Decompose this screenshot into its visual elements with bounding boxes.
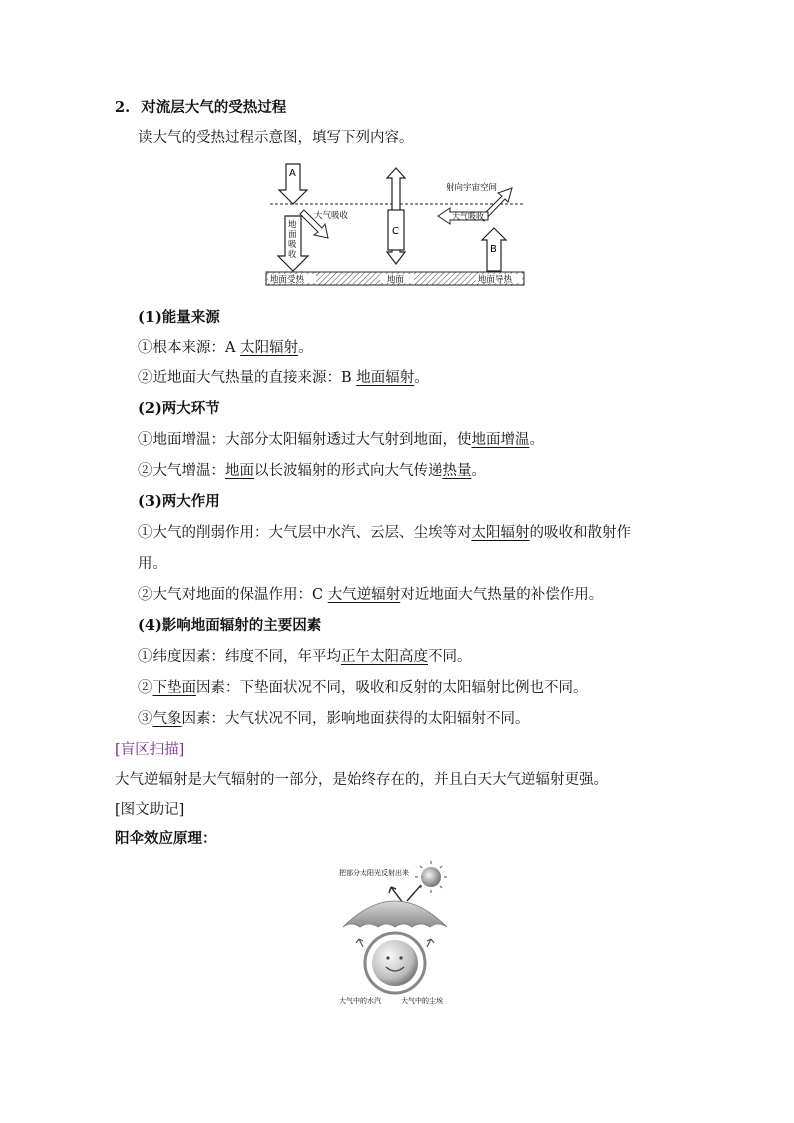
line3-end: 。: [529, 432, 544, 448]
ground-absorb-char-2: 面: [288, 230, 297, 240]
answer-ground: 地面: [225, 463, 254, 479]
atm-absorb-left-label: 大气吸收: [314, 211, 349, 221]
line-insulation-effect: [138, 585, 603, 605]
line2-text: ②近地面大气热量的直接来源：B: [138, 370, 357, 386]
heading-two-links: (2)两大环节: [138, 400, 220, 417]
umbrella-icon: [343, 901, 447, 927]
answer-solar-radiation-2: 太阳辐射: [471, 525, 530, 541]
line-weather-factor: [138, 709, 530, 729]
mnemonic-tag: [图文助记]: [115, 802, 185, 818]
line-weakening-cont: 用。: [138, 556, 167, 572]
line7-end: 不同。: [428, 649, 472, 665]
line8-end: 因素：下垫面状况不同，吸收和反射的太阳辐射比例也不同。: [196, 680, 588, 696]
line3-text: ①地面增温：大部分太阳辐射透过大气射到地面，使: [138, 432, 472, 448]
line4-mid: 以长波辐射的形式向大气传递: [254, 463, 443, 479]
line9-text: ③: [138, 711, 153, 727]
section-heading: [115, 98, 286, 118]
ground-heat-label: 地面受热: [270, 275, 305, 285]
line4-end: 。: [471, 463, 486, 479]
answer-counter-radiation: 大气逆辐射: [327, 587, 401, 603]
heading-energy-source: (1)能量来源: [138, 309, 220, 326]
section-title: 对流层大气的受热过程: [141, 99, 287, 116]
line-surface-factor: [138, 678, 588, 698]
line2-end: 。: [414, 370, 429, 386]
section-intro: 读大气的受热过程示意图，填写下列内容。: [138, 130, 414, 146]
line9-end: 因素：大气状况不同，影响地面获得的太阳辐射不同。: [181, 711, 530, 727]
space-label: 射向宇宙空间: [446, 183, 498, 193]
answer-ground-radiation: 地面辐射: [356, 370, 415, 386]
heading-two-effects: (3)两大作用: [138, 493, 220, 510]
line-atmosphere-warming: [138, 461, 486, 481]
answer-heat: 热量: [442, 463, 472, 479]
line6-text: ②大气对地面的保温作用：C: [138, 587, 328, 603]
atm-absorb-right-label: 大气吸收: [452, 212, 484, 221]
dust-arrow-icon: [427, 939, 434, 947]
ground-absorb-char-4: 收: [288, 250, 297, 260]
label-c: C: [392, 226, 399, 237]
line-ground-warming: [138, 430, 544, 450]
dust-label: 大气中的尘埃: [401, 997, 443, 1005]
label-b: B: [490, 244, 497, 255]
answer-solar-radiation: 太阳辐射: [240, 340, 299, 356]
section-number: 2.: [115, 99, 131, 116]
vapor-arrow-icon: [356, 939, 363, 947]
line-fundamental-source: [138, 338, 313, 358]
line1-text: ①根本来源：A: [138, 340, 241, 356]
water-vapor-label: 大气中的水汽: [339, 997, 381, 1005]
umbrella-effect-diagram: [325, 855, 465, 1010]
answer-underlying-surface: 下垫面: [152, 680, 196, 696]
answer-weather: 气象: [152, 711, 182, 727]
umbrella-effect-title: 阳伞效应原理：: [115, 830, 217, 847]
reflected-ray-icon: [389, 887, 403, 903]
ground-absorb-char-3: 吸: [288, 240, 297, 250]
line7-text: ①纬度因素：纬度不同，年平均: [138, 649, 341, 665]
answer-ground-warming: 地面增温: [471, 432, 530, 448]
reflect-label: 把部分太阳光反射出来: [339, 869, 409, 877]
line1-end: 。: [298, 340, 313, 356]
blind-zone-tag: [盲区扫描]: [115, 742, 185, 758]
ground-label: 地面: [387, 275, 405, 285]
incoming-ray: [407, 885, 421, 901]
heating-process-diagram: [262, 160, 530, 290]
line8-text: ②: [138, 680, 153, 696]
line6-end: 对近地面大气热量的补偿作用。: [400, 587, 604, 603]
line4-text: ②大气增温：: [138, 463, 225, 479]
sun-icon: [415, 861, 447, 893]
line-weakening-effect: [138, 523, 631, 543]
blind-zone-text: 大气逆辐射是大气辐射的一部分，是始终存在的，并且白天大气逆辐射更强。: [115, 772, 608, 788]
line5-text: ①大气的削弱作用：大气层中水汽、云层、尘埃等对: [138, 525, 472, 541]
label-a: A: [289, 168, 296, 179]
line-direct-source: [138, 368, 429, 388]
line5-end: 的吸收和散射作: [529, 525, 631, 541]
line-latitude-factor: [138, 647, 472, 667]
ground-absorb-char-1: 地: [288, 220, 297, 230]
answer-noon-sun-altitude: 正午太阳高度: [341, 649, 428, 665]
earth-icon: [365, 933, 425, 993]
ground-conduct-label: 地面导热: [478, 275, 513, 285]
heading-factors: (4)影响地面辐射的主要因素: [138, 617, 322, 634]
